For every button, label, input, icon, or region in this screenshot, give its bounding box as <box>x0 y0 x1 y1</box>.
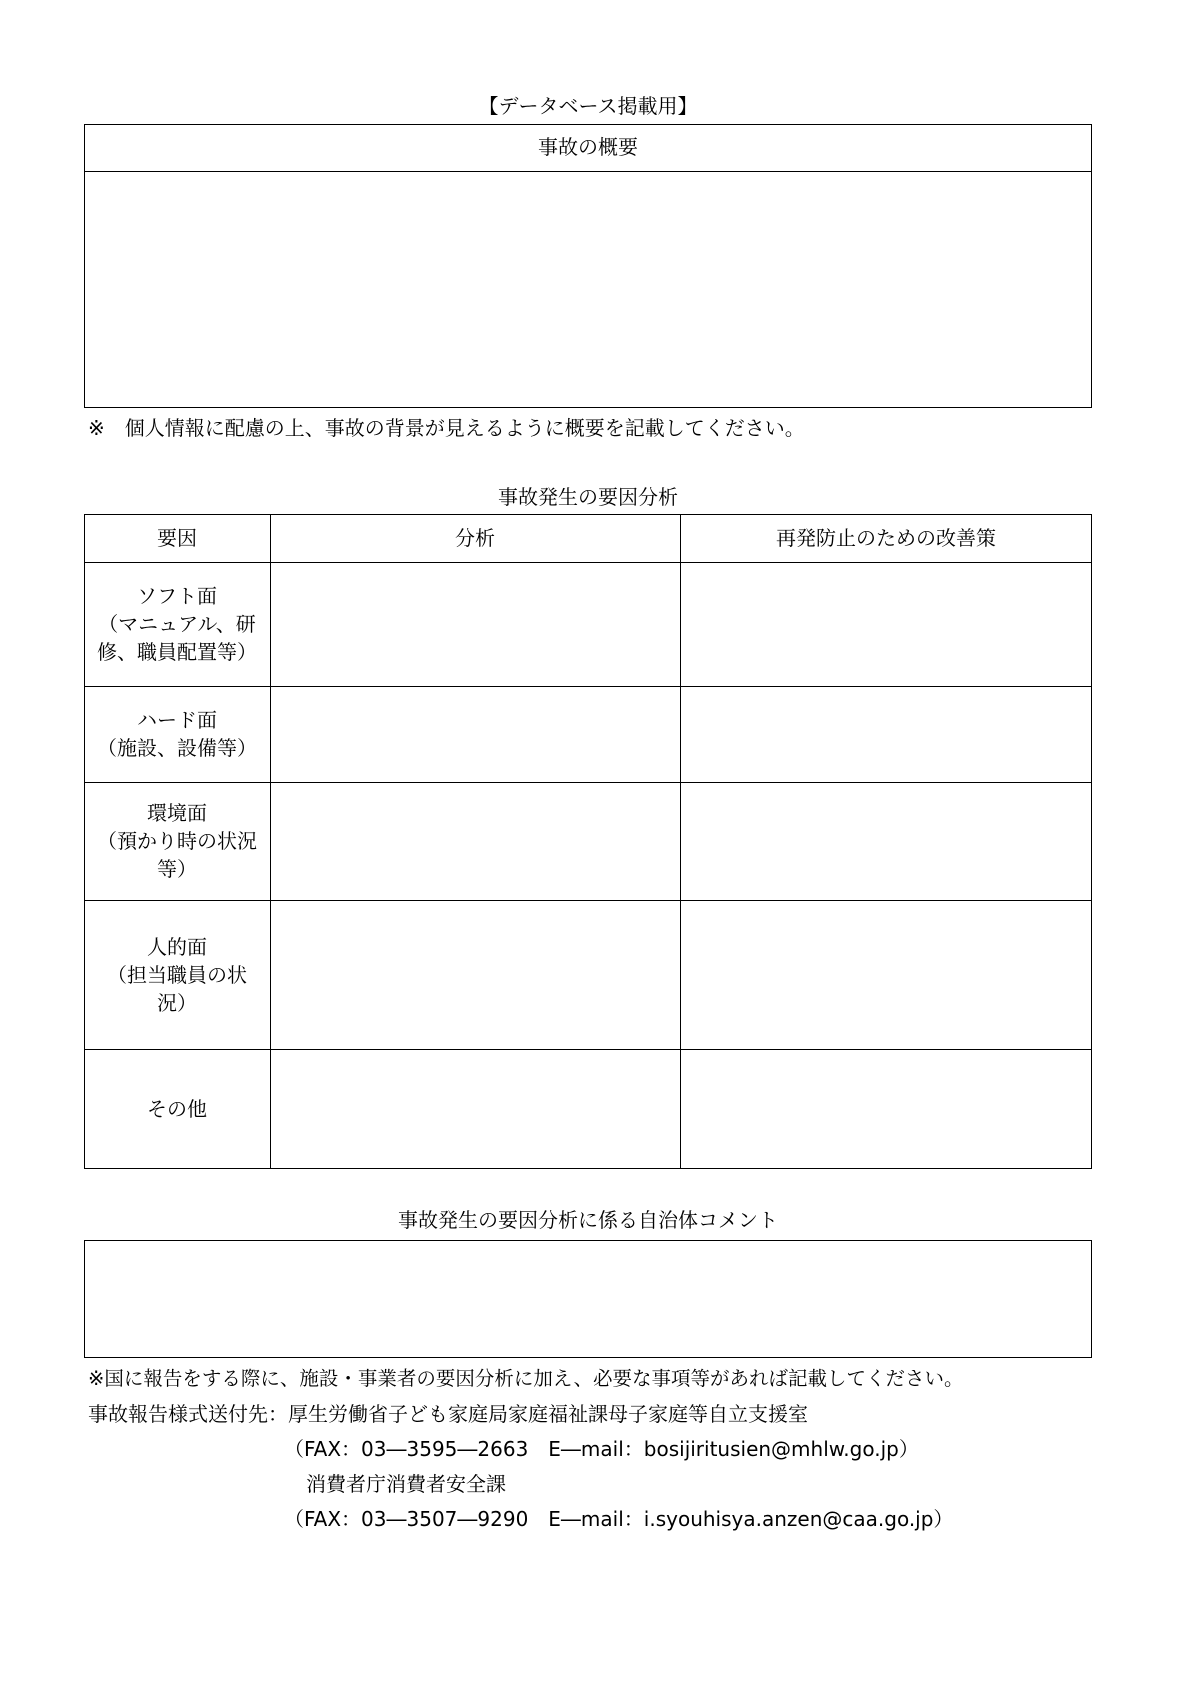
analysis-input-software[interactable] <box>272 564 678 684</box>
improvement-input-other[interactable] <box>682 1051 1090 1167</box>
column-header-factor: 要因 <box>157 526 197 550</box>
analysis-col-divider <box>680 514 681 1169</box>
row-label-software: ソフト面 （マニュアル、研 修、職員配置等） <box>97 584 257 664</box>
improvement-input-human[interactable] <box>682 902 1090 1047</box>
column-header-analysis: 分析 <box>455 526 495 550</box>
row-label-human: 人的面 （担当職員の状 況） <box>107 934 247 1015</box>
analysis-input-human[interactable] <box>272 902 678 1047</box>
comment-note: ※国に報告をする際に、施設・事業者の要因分析に加え、必要な事項等があれば記載してください。 <box>88 1367 964 1390</box>
summary-heading: 事故の概要 <box>538 135 638 159</box>
analysis-input-other[interactable] <box>272 1051 678 1167</box>
summary-divider <box>84 171 1092 172</box>
column-header-improvement: 再発防止のための改善策 <box>776 526 996 550</box>
summary-note: ※ 個人情報に配慮の上、事故の背景が見えるように概要を記載してください。 <box>88 416 805 440</box>
footer-contact-mhlw: （FAX：03―3595―2663 E―mail：bosijiritusien@mhlw.go.jp） <box>284 1437 919 1461</box>
row-label-hardware: ハード面 （施設、設備等） <box>97 708 257 760</box>
comment-title: 事故発生の要因分析に係る自治体コメント <box>398 1208 778 1232</box>
page-title: 【データベース掲載用】 <box>478 94 698 118</box>
analysis-input-environment[interactable] <box>272 784 678 898</box>
analysis-input-hardware[interactable] <box>272 688 678 780</box>
comment-input-box[interactable] <box>84 1240 1092 1358</box>
row-label-other: その他 <box>147 1097 207 1121</box>
improvement-input-environment[interactable] <box>682 784 1090 898</box>
footer-destination-caa: 消費者庁消費者安全課 <box>306 1472 506 1496</box>
analysis-col-divider <box>270 514 271 1169</box>
footer-destination: 事故報告様式送付先：厚生労働省子ども家庭局家庭福祉課母子家庭等自立支援室 <box>88 1402 808 1426</box>
summary-input-area[interactable] <box>86 174 1090 406</box>
row-label-environment: 環境面 （預かり時の状況 等） <box>97 801 257 881</box>
footer-contact-caa: （FAX：03―3507―9290 E―mail：i.syouhisya.anzen@caa.go.jp） <box>284 1507 954 1531</box>
analysis-title: 事故発生の要因分析 <box>498 485 678 509</box>
improvement-input-software[interactable] <box>682 564 1090 684</box>
improvement-input-hardware[interactable] <box>682 688 1090 780</box>
